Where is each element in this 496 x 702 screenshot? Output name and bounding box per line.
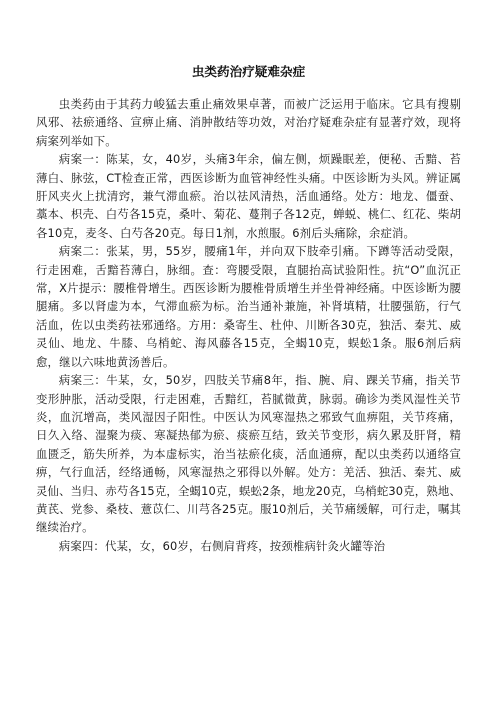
case-three-paragraph: 病案三：牛某，女，50岁，四肢关节痛8年，指、腕、肩、踝关节痛，指关节变形肿胀，活动受限，行走困难，舌黯红，苔腻微黄，脉弱。确诊为类风湿性关节炎，血沉增高，类风湿因子阳性。中医认为风寒湿热之邪致气血痹阻，关节疼痛，日久入络、湿聚为痰、寒凝热郁为瘀、痰瘀互结，致关节变形，病久累及肝肾，精血匮乏，筋失所养，为本虚标实，治当祛瘀化痰，活血通痹，配以虫类药以通络宣痹，气行血活，经络通畅，风寒湿热之邪得以外解。处方：羌活、独活、秦艽、威灵仙、当归、赤芍各15克，全蝎10克，蜈蚣2条，地龙20克，乌梢蛇30克，熟地、黄芪、党参、桑枝、薏苡仁、川芎各25克。服10剂后，关节痛缓解，可行走，嘱其继续治疗。: [36, 373, 461, 535]
intro-paragraph: 虫类药由于其药力峻猛去重止痛效果卓著，而被广泛运用于临床。它具有搜剔风邪、祛瘀通络、宣痹止痛、消肿散结等功效，对治疗疑难杂症有显著疗效，现将病案列举如下。: [36, 97, 461, 148]
case-four-paragraph: 病案四：代某，女，60岁，右侧肩背疼，按颈椎病针灸火罐等治: [58, 538, 386, 553]
case-one-paragraph: 病案一：陈某，女，40岁，头痛3年余，偏左侧，烦躁眠差，便秘、舌黯、苔薄白、脉弦，CT检查正常，西医诊断为血管神经性头痛。中医诊断为头风。辨证属肝风夹火上扰清窍，兼气滞血瘀。治以祛风清热，活血通络。处方：地龙、僵蚕、藁本、枳壳、白芍各15克，桑叶、菊花、蔓荆子各12克，蝉蜕、桃仁、红花、柴胡各10克，麦冬、白芍各20克。每日1剂，水煎服。6剂后头痛除，余症消。: [36, 152, 461, 240]
case-two-paragraph: 病案二：张某，男，55岁，腰痛1年，并向双下肢牵引痛。下蹲等活动受限，行走困难，舌黯苔薄白，脉细。查：弯腰受限，直腿抬高试验阳性。抗“O”血沉正常，X片提示：腰椎骨增生。西医诊断为腰椎骨质增生并坐骨神经痛。中医诊断为腰腿痛。多以肾虚为本，气滞血瘀为标。治当通补兼施，补肾填精，壮腰强筋，行气活血，佐以虫类药祛邪通络。方用：桑寄生、杜仲、川断各30克，独活、秦艽、威灵仙、地龙、牛膝、乌梢蛇、海风藤各15克，全蝎10克，蜈蚣1条。服6剂后病愈，继以六味地黄汤善后。: [36, 244, 461, 369]
document-title: 虫类药治疗疑难杂症: [191, 64, 306, 79]
